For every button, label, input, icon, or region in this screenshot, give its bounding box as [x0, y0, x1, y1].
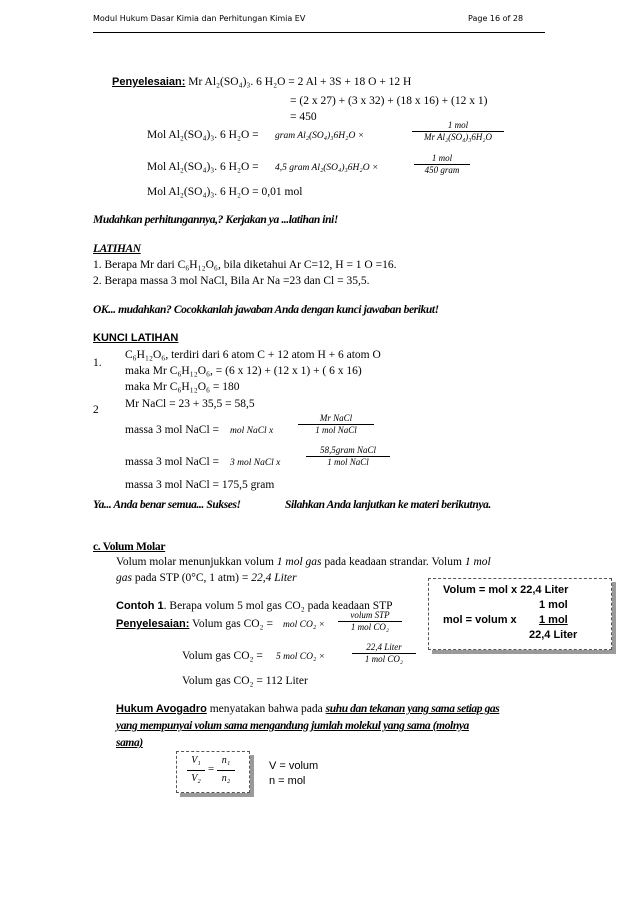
avogadro-equals: =	[208, 763, 215, 775]
mol-calc-label: Mol Al₂(SO₄)₃. 6 H₂O =	[147, 161, 259, 173]
box-line-1	[443, 584, 568, 596]
volum-text-2: 1 mol gas	[276, 556, 322, 568]
latihan-title: LATIHAN	[93, 243, 141, 255]
mr-line-1: Mr Al₂(SO₄)₃. 6 H₂O = 2 Al + 3S + 18 O + 12 H	[188, 76, 412, 88]
mol-result: Mol Al₂(SO₄)₃. 6 H₂O = 0,01 mol	[147, 186, 303, 198]
massa-formula-denominator: 1 mol NaCl	[298, 424, 374, 436]
volum-formula-expr: mol CO₂ ×	[283, 620, 325, 630]
kunci-answer-1-line-1: C₆H₁₂O₆, terdiri dari 6 atom C + 12 atom H + 6 atom O	[125, 349, 381, 361]
header-rule	[93, 32, 545, 33]
volum-calc-expr: 5 mol CO₂ ×	[276, 652, 326, 662]
avogadro-n2: n₂	[221, 773, 231, 784]
kunci-answer-1-line-3: maka Mr C₆H₁₂O₆ = 180	[125, 381, 240, 393]
prompt-exercise: Mudahkan perhitungannya,? Kerjakan ya ...latihan ini!	[93, 214, 338, 226]
prompt-continue: Silahkan Anda lanjutkan ke materi berikutnya.	[285, 499, 491, 511]
volum-molar-title: c. Volum Molar	[93, 541, 166, 553]
volum-text-4: 1 mol	[464, 556, 491, 568]
avogadro-v2: V₂	[191, 773, 201, 784]
mr-line-3: = 450	[290, 111, 317, 123]
kunci-number-2: 2	[93, 404, 99, 416]
volum-text-3: pada keadaan strandar. Volum	[321, 556, 465, 568]
box-line-4: 22,4 Liter	[529, 629, 578, 641]
volum-text-7: 22,4 Liter	[251, 572, 297, 584]
volum-text-1: Volum molar menunjukkan volum	[116, 556, 277, 568]
avogadro-legend-mol: n = mol	[269, 775, 306, 787]
volum-text-5: gas	[116, 572, 132, 584]
volum-formula-fraction	[338, 610, 402, 633]
massa-formula-numerator: Mr NaCl	[319, 413, 353, 423]
avogadro-v-bar	[187, 770, 205, 771]
mol-formula-expr: gram Al₂(SO₄)₃6H₂O ×	[275, 131, 365, 141]
prompt-success: Ya... Anda benar semua... Sukses!	[93, 499, 241, 511]
volum-paragraph-line-1	[116, 556, 491, 568]
volum-solution-line	[116, 618, 273, 630]
solution-line-1	[112, 76, 411, 88]
volum-calc-fraction	[352, 642, 416, 665]
massa-calc-expr: 3 mol NaCl x	[230, 458, 281, 468]
avogadro-legend-volum: V = volum	[269, 760, 319, 772]
box-line-2: 1 mol	[539, 599, 568, 611]
mr-line-2: = (2 x 27) + (3 x 32) + (18 x 16) + (12 x 1)	[290, 95, 488, 107]
box-line-3b: 1 mol	[539, 614, 568, 626]
mol-formula-fraction	[412, 120, 504, 143]
mol-formula-numerator: 1 mol	[447, 120, 469, 130]
volum-calc-label: Volum gas CO₂ =	[182, 650, 263, 662]
contoh-text: . Berapa volum 5 mol gas CO₂ pada keadaan STP	[163, 600, 393, 612]
latihan-question-2: 2. Berapa massa 3 mol NaCl, Bila Ar Na =23 dan Cl = 35,5.	[93, 275, 370, 287]
avogadro-text-2: suhu dan tekanan yang sama setiap gas	[325, 703, 500, 715]
massa-formula-expr: mol NaCl x	[230, 426, 274, 436]
volum-calc-denominator: 1 mol CO₂	[352, 653, 416, 665]
avogadro-formula-box	[176, 751, 250, 793]
avogadro-line-3: sama)	[116, 737, 143, 749]
massa-calc-denominator: 1 mol NaCl	[306, 456, 390, 468]
massa-result: massa 3 mol NaCl = 175,5 gram	[125, 479, 275, 491]
massa-calc-fraction	[306, 445, 390, 468]
mol-formula-denominator: Mr Al₂(SO₄)₃6H₂O	[412, 131, 504, 143]
kunci-answer-1-line-2: maka Mr C₆H₁₂O₆, = (6 x 12) + (12 x 1) + ( 6 x 16)	[125, 365, 362, 377]
avogadro-text-1: menyatakan bahwa pada	[206, 703, 326, 715]
avogadro-v1: V₁	[191, 755, 201, 766]
box-volum-formula: Volum = mol x 22,4 Liter	[443, 584, 569, 596]
kunci-answer-2-line-1: Mr NaCl = 23 + 35,5 = 58,5	[125, 398, 255, 410]
mol-formula-label: Mol Al₂(SO₄)₃. 6 H₂O =	[147, 129, 259, 141]
page-number: Page 16 of 28	[468, 14, 524, 23]
kunci-title: KUNCI LATIHAN	[93, 332, 179, 344]
avogadro-title: Hukum Avogadro	[116, 703, 207, 715]
massa-formula-label: massa 3 mol NaCl =	[125, 424, 220, 436]
volum-result: Volum gas CO₂ = 112 Liter	[182, 675, 308, 687]
volum-formula-box	[428, 578, 612, 650]
prompt-answer-key: OK... mudahkan? Cocokkanlah jawaban Anda dengan kunci jawaban berikut!	[93, 304, 439, 316]
massa-calc-label: massa 3 mol NaCl =	[125, 456, 220, 468]
avogadro-n-bar	[217, 770, 235, 771]
contoh-title: Contoh 1	[116, 600, 164, 612]
volum-paragraph-line-2	[116, 572, 297, 584]
latihan-question-1: 1. Berapa Mr dari C₆H₁₂O₆, bila diketahui Ar C=12, H = 1 O =16.	[93, 259, 397, 271]
volum-calc-numerator: 22,4 Liter	[366, 642, 402, 652]
mol-calc-denominator: 450 gram	[414, 164, 470, 176]
kunci-number-1: 1.	[93, 357, 102, 369]
volum-text-6: pada STP (0°C, 1 atm) =	[131, 572, 252, 584]
mol-calc-numerator: 1 mol	[431, 153, 453, 163]
massa-formula-fraction	[298, 413, 374, 436]
massa-calc-numerator: 58,5gram NaCl	[319, 445, 376, 455]
avogadro-n1: n₁	[221, 755, 231, 766]
mol-calc-fraction	[414, 153, 470, 176]
avogadro-line-2: yang mempunyai volum sama mengandung jumlah molekul yang sama (molnya	[116, 720, 469, 732]
box-line-3a: mol = volum x	[443, 614, 517, 626]
volum-solution-heading: Penyelesaian:	[116, 618, 190, 630]
solution-heading: Penyelesaian:	[112, 76, 186, 88]
mol-calc-expr: 4,5 gram Al₂(SO₄)₃6H₂O ×	[275, 163, 379, 173]
document-header-title: Modul Hukum Dasar Kimia dan Perhitungan Kimia EV	[93, 14, 306, 23]
volum-formula-denominator: 1 mol CO₂	[338, 621, 402, 633]
volum-solution-label: Volum gas CO₂ =	[189, 618, 273, 630]
volum-formula-numerator: volum STP	[350, 610, 390, 620]
avogadro-line-1	[116, 703, 499, 715]
